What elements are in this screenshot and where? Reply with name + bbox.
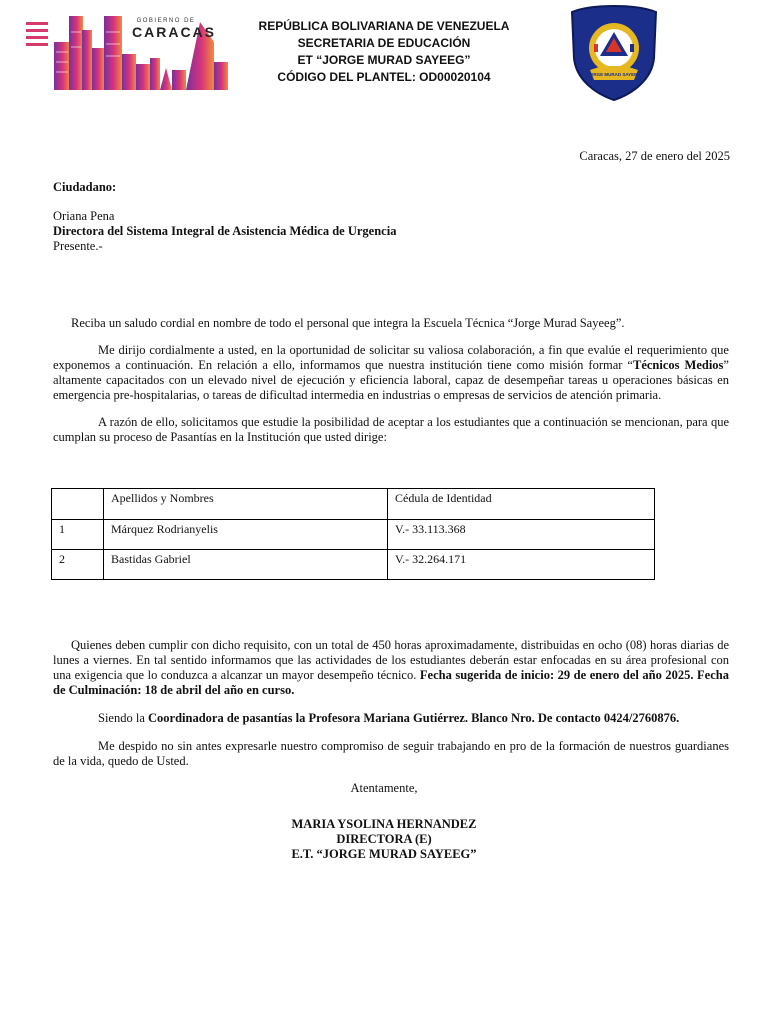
- p2-text-before: Me dirijo cordialmente a usted, en la oportunidad de solicitar su valiosa colaboración, a fin que evalúe el requerimiento que exponemos a continuación. En relación a ello, informamos que nuestra institución tiene como misión formar “: [53, 343, 729, 372]
- logo-brand-line1: GOBIERNO DE: [136, 18, 196, 24]
- table-cell: 1: [52, 520, 104, 550]
- p4-text-dates: Fecha sugerida de inicio: 29 de enero del año 2025. Fecha de Culminación: 18 de abril del año en curso.: [53, 668, 729, 697]
- addressee-title: Directora del Sistema Integral de Asistencia Médica de Urgencia: [53, 224, 397, 238]
- table-cell: Márquez Rodrianyelis: [104, 520, 388, 550]
- paragraph-coordinator: [53, 711, 729, 726]
- header-line-3: ET “JORGE MURAD SAYEEG”: [297, 53, 471, 67]
- students-table: [51, 488, 655, 580]
- paragraph-farewell: Me despido no sin antes expresarle nuestro compromiso de seguir trabajando en pro de la formación de nuestros guardianes de la vida, quedo de Usted.: [53, 739, 729, 768]
- header-line-4: CÓDIGO DEL PLANTEL: OD00020104: [277, 70, 491, 84]
- table-cell: Bastidas Gabriel: [104, 550, 388, 580]
- paragraph-greeting: Reciba un saludo cordial en nombre de todo el personal que integra la Escuela Técnica “Jorge Murad Sayeeg”.: [71, 316, 625, 330]
- p4-text-normal: Quienes deben cumplir con dicho requisito, con un total de 450 horas aproximadamente, distribuidas en ocho (08) horas diarias de lunes a viernes. En tal sentido informamos que las actividades de los estudiantes deberán estar enfocadas en su área profesional con una exigencia que lo conduzca a alcanzar un mayor desempeño técnico.: [53, 638, 729, 682]
- p5-text-bold: Coordinadora de pasantías la Profesora Mariana Gutiérrez. Blanco Nro. De contacto 0424/2760876.: [148, 711, 680, 725]
- addressee-name: Oriana Pena: [53, 209, 115, 223]
- table-header-row: [52, 489, 655, 520]
- p5-text-normal: Siendo la: [98, 711, 148, 725]
- p2-text-after: ” altamente capacitados con un elevado nivel de ejecución y eficiencia laboral, capaz de desempeñar tareas u operaciones básicas en emergencia pre-hospitalarias, o tareas de dificultad intermedia en industrias o empresas de servicios de atención primaria.: [53, 358, 729, 402]
- salutation: Ciudadano:: [53, 180, 117, 194]
- table-cell: V.- 33.113.368: [388, 520, 655, 550]
- emblem-ribbon-text: JORGE MURAD SAYEEG: [587, 72, 641, 77]
- menu-icon: [26, 22, 48, 46]
- closing: Atentamente,: [350, 781, 418, 795]
- letter-date: Caracas, 27 de enero del 2025: [579, 149, 730, 163]
- table-row: [52, 550, 655, 580]
- institution-header: [240, 18, 528, 86]
- logo-brand-line2: CARACAS: [132, 24, 216, 40]
- paragraph-hours: [53, 638, 729, 698]
- signature-role: DIRECTORA (E): [336, 832, 432, 846]
- table-row: [52, 520, 655, 550]
- paragraph-students-intro: A razón de ello, solicitamos que estudie la posibilidad de aceptar a los estudiantes que a continuación se mencionan, para que cumplan su proceso de Pasantías en la Institución que usted dirige:: [53, 415, 729, 444]
- table-header-cell: Apellidos y Nombres: [104, 489, 388, 520]
- addressee-block: [53, 180, 396, 254]
- paragraph-request: [53, 343, 729, 403]
- signature-block: [0, 817, 768, 862]
- signature-name: MARIA YSOLINA HERNANDEZ: [291, 817, 477, 831]
- header-line-1: REPÚBLICA BOLIVARIANA DE VENEZUELA: [258, 19, 510, 33]
- addressee-presente: Presente.-: [53, 239, 103, 253]
- table-header-cell: Cédula de Identidad: [388, 489, 655, 520]
- signature-school: E.T. “JORGE MURAD SAYEEG”: [291, 847, 477, 861]
- table-cell: V.- 32.264.171: [388, 550, 655, 580]
- school-shield-emblem: [568, 4, 660, 102]
- gobierno-caracas-logo: [24, 12, 230, 92]
- table-header-cell: [52, 489, 104, 520]
- header-line-2: SECRETARIA DE EDUCACIÓN: [297, 36, 471, 50]
- p2-text-bold: Técnicos Medios: [632, 358, 724, 372]
- table-cell: 2: [52, 550, 104, 580]
